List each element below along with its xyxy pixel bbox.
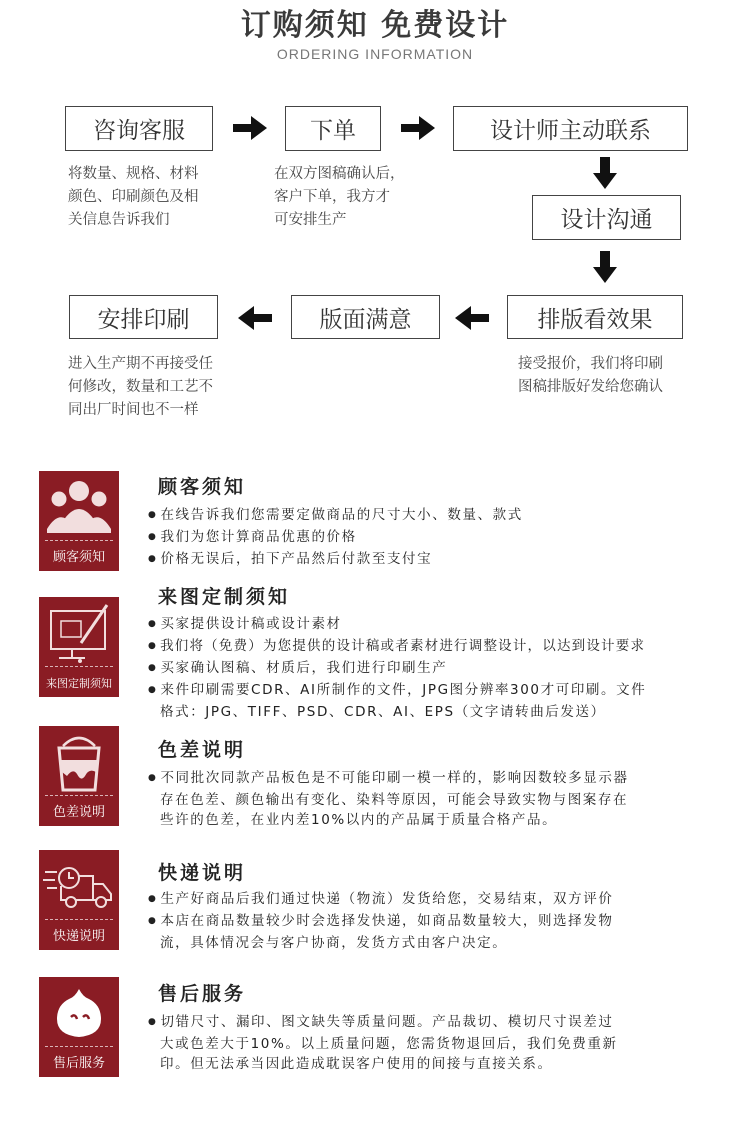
flow-step-layout-satisfied: 版面满意 — [291, 295, 440, 339]
arrow-down-icon — [593, 251, 617, 283]
arrow-down-icon — [593, 157, 617, 189]
continuation-line: 印。但无法承当因此造成耽误客户使用的间接与直接关系。 — [160, 1056, 553, 1072]
section-body-custom-design — [148, 614, 743, 722]
flow-desc-arrange-print — [68, 353, 248, 422]
bullet-line: ● 我们将（免费）为您提供的设计稿或者素材进行调整设计，以达到设计要求 — [148, 636, 743, 658]
design-monitor-icon — [45, 603, 113, 667]
bullet-line: ● 在线告诉我们您需要定做商品的尺寸大小、数量、款式 — [148, 505, 738, 527]
desc-line: 客户下单，我方才 — [274, 189, 390, 205]
tile-label: 顾客须知 — [52, 550, 105, 565]
page-subtitle: ORDERING INFORMATION — [276, 46, 474, 62]
delivery-truck-icon — [43, 862, 115, 912]
continuation-line: 存在色差、颜色输出有变化、染料等原因，可能会导致实物与图案存在 — [160, 792, 629, 808]
desc-line: 将数量、规格、材料 — [68, 166, 199, 182]
custom-design-tile — [39, 597, 119, 697]
section-body-color-difference — [148, 768, 738, 830]
continuation-line: 格式：JPG、TIFF、PSD、CDR、AI、EPS（文字请转曲后发送） — [160, 704, 606, 720]
flow-desc-layout-preview — [518, 353, 708, 399]
desc-line: 关信息告诉我们 — [68, 212, 170, 228]
bullet-line: ● 买家确认图稿、材质后，我们进行印刷生产 — [148, 658, 743, 680]
continuation-line: 些许的色差，在业内差10%以内的产品属于质量合格产品。 — [160, 812, 558, 828]
customers-icon — [45, 477, 113, 537]
tile-label: 色差说明 — [52, 805, 105, 820]
divider — [45, 919, 113, 920]
color-difference-tile — [39, 726, 119, 826]
divider — [45, 795, 113, 796]
section-title-customer-notice: 顾客须知 — [158, 476, 247, 498]
bullet-line: ● 切错尺寸、漏印、图文缺失等质量问题。产品裁切、模切尺寸误差过 — [148, 1012, 738, 1034]
service-chat-icon — [53, 985, 105, 1041]
tile-label: 快递说明 — [52, 929, 105, 944]
section-title-delivery: 快递说明 — [158, 862, 247, 884]
desc-line: 颜色、印刷颜色及相 — [68, 189, 199, 205]
bullet-line: ● 本店在商品数量较少时会选择发快递，如商品数量较大，则选择发物 — [148, 911, 738, 933]
flow-step-consult: 咨询客服 — [65, 106, 213, 151]
flow-step-designer-contact: 设计师主动联系 — [453, 106, 688, 151]
flow-step-design-communicate: 设计沟通 — [532, 195, 681, 240]
flow-step-order: 下单 — [285, 106, 381, 151]
arrow-right-icon — [233, 116, 269, 140]
continuation-line: 大或色差大于10%。以上质量问题，您需货物退回后，我们免费重新 — [160, 1036, 618, 1052]
after-sales-tile — [39, 977, 119, 1077]
divider — [45, 1046, 113, 1047]
bullet-line: ● 来件印刷需要CDR、AI所制作的文件，JPG图分辨率300才可印刷。文件 — [148, 680, 743, 702]
arrow-left-icon — [455, 306, 489, 330]
page-title: 订购须知 免费设计 — [240, 8, 510, 43]
paint-bucket-icon — [49, 732, 109, 794]
section-body-customer-notice — [148, 505, 738, 571]
bullet-line: ● 生产好商品后我们通过快递（物流）发货给您，交易结束，双方评价 — [148, 889, 738, 911]
desc-line: 图稿排版好发给您确认 — [518, 379, 663, 395]
bullet-line: ● 不同批次同款产品板色是不可能印刷一模一样的，影响因数较多显示器 — [148, 768, 738, 790]
flow-step-layout-preview: 排版看效果 — [507, 295, 683, 339]
bullet-line: ● 价格无误后，拍下产品然后付款至支付宝 — [148, 549, 738, 571]
arrow-right-icon — [401, 116, 437, 140]
tile-label: 售后服务 — [52, 1056, 105, 1071]
desc-line: 可安排生产 — [274, 212, 347, 228]
desc-line: 在双方图稿确认后， — [274, 166, 405, 182]
section-body-after-sales — [148, 1012, 738, 1074]
flow-desc-order — [274, 163, 434, 232]
bullet-line: ● 我们为您计算商品优惠的价格 — [148, 527, 738, 549]
desc-line: 进入生产期不再接受任 — [68, 356, 213, 372]
section-title-color-difference: 色差说明 — [158, 739, 247, 761]
section-title-custom-design: 来图定制须知 — [158, 586, 291, 608]
bullet-line: ● 买家提供设计稿或设计素材 — [148, 614, 743, 636]
flow-desc-consult — [68, 163, 238, 232]
delivery-tile — [39, 850, 119, 950]
customers-tile — [39, 471, 119, 571]
tile-label: 来图定制须知 — [46, 677, 112, 690]
continuation-line: 流，具体情况会与客户协商，发货方式由客户决定。 — [160, 935, 508, 951]
desc-line: 何修改，数量和工艺不 — [68, 379, 213, 395]
divider — [45, 666, 113, 667]
desc-line: 接受报价，我们将印刷 — [518, 356, 663, 372]
desc-line: 同出厂时间也不一样 — [68, 402, 199, 418]
flow-step-arrange-print: 安排印刷 — [69, 295, 218, 339]
arrow-left-icon — [238, 306, 272, 330]
divider — [45, 540, 113, 541]
section-body-delivery — [148, 889, 738, 953]
section-title-after-sales: 售后服务 — [158, 983, 247, 1005]
